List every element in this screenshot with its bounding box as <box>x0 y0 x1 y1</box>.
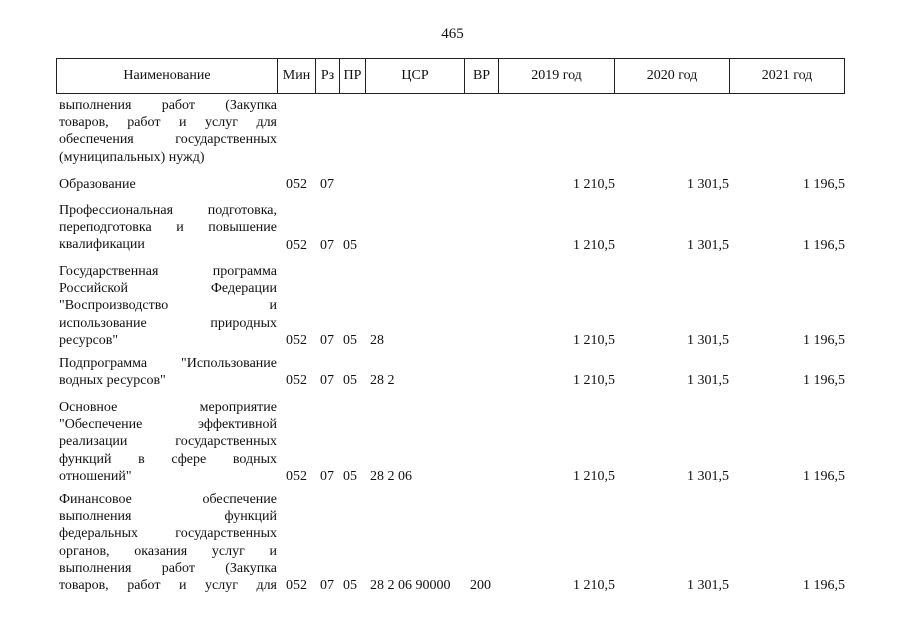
cell-rz: 07 <box>320 237 334 253</box>
header-pr: ПР <box>340 59 366 93</box>
header-2021: 2021 год <box>761 68 813 83</box>
cell-v2020: 1 301,5 <box>687 373 729 389</box>
table-header <box>56 58 845 94</box>
cell-pr: 05 <box>343 469 357 484</box>
row-name-line: реализации государственных <box>59 434 277 450</box>
cell-v2021: 1 196,5 <box>803 578 845 594</box>
cell-v2021: 1 196,5 <box>803 333 845 348</box>
cell-vr: 200 <box>470 578 491 594</box>
cell-v2019: 1 210,5 <box>573 237 615 253</box>
header-vr: ВР <box>465 59 499 93</box>
header-2020: 2020 год <box>615 59 730 93</box>
table-row <box>0 355 905 389</box>
header-csr: ЦСР <box>366 59 465 93</box>
cell-v2020: 1 301,5 <box>687 578 729 594</box>
table-row <box>0 491 905 594</box>
cell-v2019: 1 210,5 <box>573 177 615 193</box>
cell-csr: 28 2 06 90000 <box>370 578 451 594</box>
cell-min: 052 <box>286 373 307 389</box>
cell-pr: 05 <box>343 333 357 348</box>
header-name: Наименование <box>57 59 278 93</box>
cell-min: 052 <box>286 237 307 253</box>
table-row <box>0 97 905 166</box>
header-min: Мин <box>278 59 316 93</box>
cell-min: 052 <box>286 469 307 484</box>
cell-v2020: 1 301,5 <box>687 237 729 253</box>
row-name-line: использование природных <box>59 315 277 331</box>
cell-min: 052 <box>286 578 307 594</box>
cell-v2020: 1 301,5 <box>687 177 729 193</box>
cell-rz: 07 <box>320 373 334 389</box>
row-name-line: "Воспроизводство и <box>59 298 277 314</box>
page-number: 465 <box>441 26 464 42</box>
row-name-line: Финансовое обеспечение <box>59 492 277 507</box>
cell-csr: 28 <box>370 333 384 348</box>
row-name-line: "Обеспечение эффективной <box>59 417 277 433</box>
header-2019: 2019 год <box>499 59 615 93</box>
cell-v2021: 1 196,5 <box>803 237 845 253</box>
table-row <box>0 176 905 193</box>
header-rz: Рз <box>316 59 340 93</box>
cell-pr: 05 <box>343 373 357 389</box>
row-name <box>59 202 277 254</box>
cell-v2021: 1 196,5 <box>803 373 845 389</box>
row-name <box>59 355 277 389</box>
cell-v2020: 1 301,5 <box>687 333 729 348</box>
cell-rz: 07 <box>320 333 334 348</box>
row-name-line: выполнения работ (Закупка <box>59 560 277 576</box>
row-name-line: товаров, работ и услуг для <box>59 115 277 131</box>
cell-min: 052 <box>286 333 307 348</box>
row-name-line: функций в сфере водных <box>59 451 277 467</box>
cell-v2021: 1 196,5 <box>803 177 845 193</box>
cell-rz: 07 <box>320 578 334 594</box>
cell-pr: 05 <box>343 578 357 594</box>
row-name-line: Основное мероприятие <box>59 400 277 415</box>
cell-v2019: 1 210,5 <box>573 578 615 594</box>
row-name <box>59 97 277 166</box>
table-row <box>0 263 905 349</box>
row-name-line: Образование <box>59 177 136 192</box>
row-name <box>59 491 277 594</box>
cell-csr: 28 2 06 <box>370 469 412 484</box>
table-row <box>0 399 905 485</box>
cell-v2019: 1 210,5 <box>573 469 615 484</box>
row-name-line: Профессиональная подготовка, <box>59 203 277 218</box>
cell-v2021: 1 196,5 <box>803 469 845 484</box>
cell-csr: 28 2 <box>370 373 395 389</box>
row-name-line: Подпрограмма "Использование <box>59 356 277 371</box>
row-name-line: органов, оказания услуг и <box>59 543 277 559</box>
row-name-line: товаров, работ и услуг для <box>59 577 277 593</box>
table-row <box>0 202 905 254</box>
row-name-line: Российской Федерации <box>59 281 277 297</box>
cell-rz: 07 <box>320 469 334 484</box>
cell-v2019: 1 210,5 <box>573 333 615 348</box>
cell-pr: 05 <box>343 237 357 253</box>
row-name-line: выполнения работ (Закупка <box>59 98 277 113</box>
row-name-line: ресурсов" <box>59 332 119 348</box>
row-name <box>59 176 277 193</box>
cell-v2019: 1 210,5 <box>573 373 615 389</box>
row-name-line: переподготовка и повышение <box>59 220 277 236</box>
row-name-line: обеспечения государственных <box>59 132 277 148</box>
row-name-line: отношений" <box>59 468 132 484</box>
row-name-line: водных ресурсов" <box>59 373 166 389</box>
row-name <box>59 399 277 485</box>
row-name-line: федеральных государственных <box>59 526 277 542</box>
row-name-line: квалификации <box>59 237 145 253</box>
row-name-line: Государственная программа <box>59 264 277 279</box>
row-name-line: выполнения функций <box>59 509 277 525</box>
cell-min: 052 <box>286 177 307 193</box>
cell-v2020: 1 301,5 <box>687 469 729 484</box>
row-name <box>59 263 277 349</box>
row-name-line: (муниципальных) нужд) <box>59 149 205 165</box>
cell-rz: 07 <box>320 177 334 193</box>
